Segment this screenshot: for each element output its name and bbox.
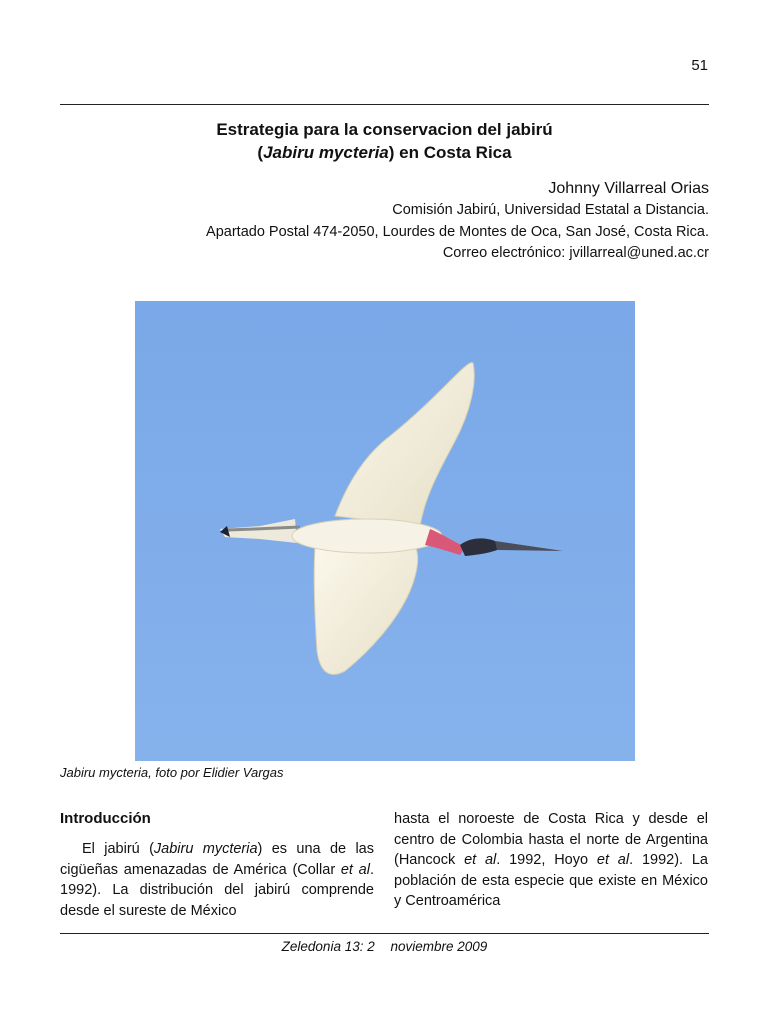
title-line-2: [60, 141, 709, 164]
affiliation-line: Comisión Jabirú, Universidad Estatal a Distancia.: [392, 202, 709, 218]
jabiru-photo: [135, 301, 635, 761]
page-number: 51: [691, 57, 708, 74]
introduction-left-column: [60, 808, 374, 921]
article-title: [60, 118, 709, 164]
author-name: Johnny Villarreal Orias: [548, 180, 709, 197]
text-run: ) es una de las cigüeñas amenazadas de América (Collar: [60, 841, 374, 878]
title-rest: ) en Costa Rica: [388, 143, 512, 162]
journal-issue: Zeledonia 13: 2: [281, 939, 375, 954]
publication-date: noviembre 2009: [390, 939, 488, 954]
text-run: . 1992). La población de esta especie que existe en México y Centroamérica: [394, 852, 708, 909]
et-al: et al: [464, 852, 497, 868]
species-name: Jabiru mycteria: [153, 841, 258, 857]
text-run: El jabirú (: [82, 841, 154, 857]
title-paren: (: [257, 143, 264, 162]
text-run: . 1992). La distribución del jabirú comprende desde el sureste de México: [60, 861, 374, 919]
introduction-right-column: [394, 809, 708, 912]
paragraph: [394, 809, 708, 912]
bird-body: [292, 519, 442, 553]
title-line-1: Estrategia para la conservacion del jabirú: [216, 120, 553, 139]
email-line: Correo electrónico: jvillarreal@uned.ac.cr: [442, 245, 709, 261]
footer-rule: [60, 933, 709, 934]
et-al: et al: [340, 861, 370, 878]
et-al: et al: [596, 852, 630, 868]
address-line: Apartado Postal 474-2050, Lourdes de Montes de Oca, San José, Costa Rica.: [206, 223, 709, 240]
text-run: . 1992, Hoyo: [496, 852, 597, 868]
section-heading-introduccion: Introducción: [60, 810, 151, 827]
header-rule: [60, 104, 709, 105]
text-run: hasta el noroeste de Costa Rica y desde el centro de Colombia hasta el norte de Argentina (Hancock: [394, 811, 708, 868]
title-species: Jabiru mycteria: [263, 143, 389, 162]
author-block: [60, 178, 709, 265]
figure-caption: Jabiru mycteria, foto por Elidier Vargas: [60, 765, 284, 780]
page-footer: [60, 939, 709, 954]
paragraph: [60, 839, 374, 921]
